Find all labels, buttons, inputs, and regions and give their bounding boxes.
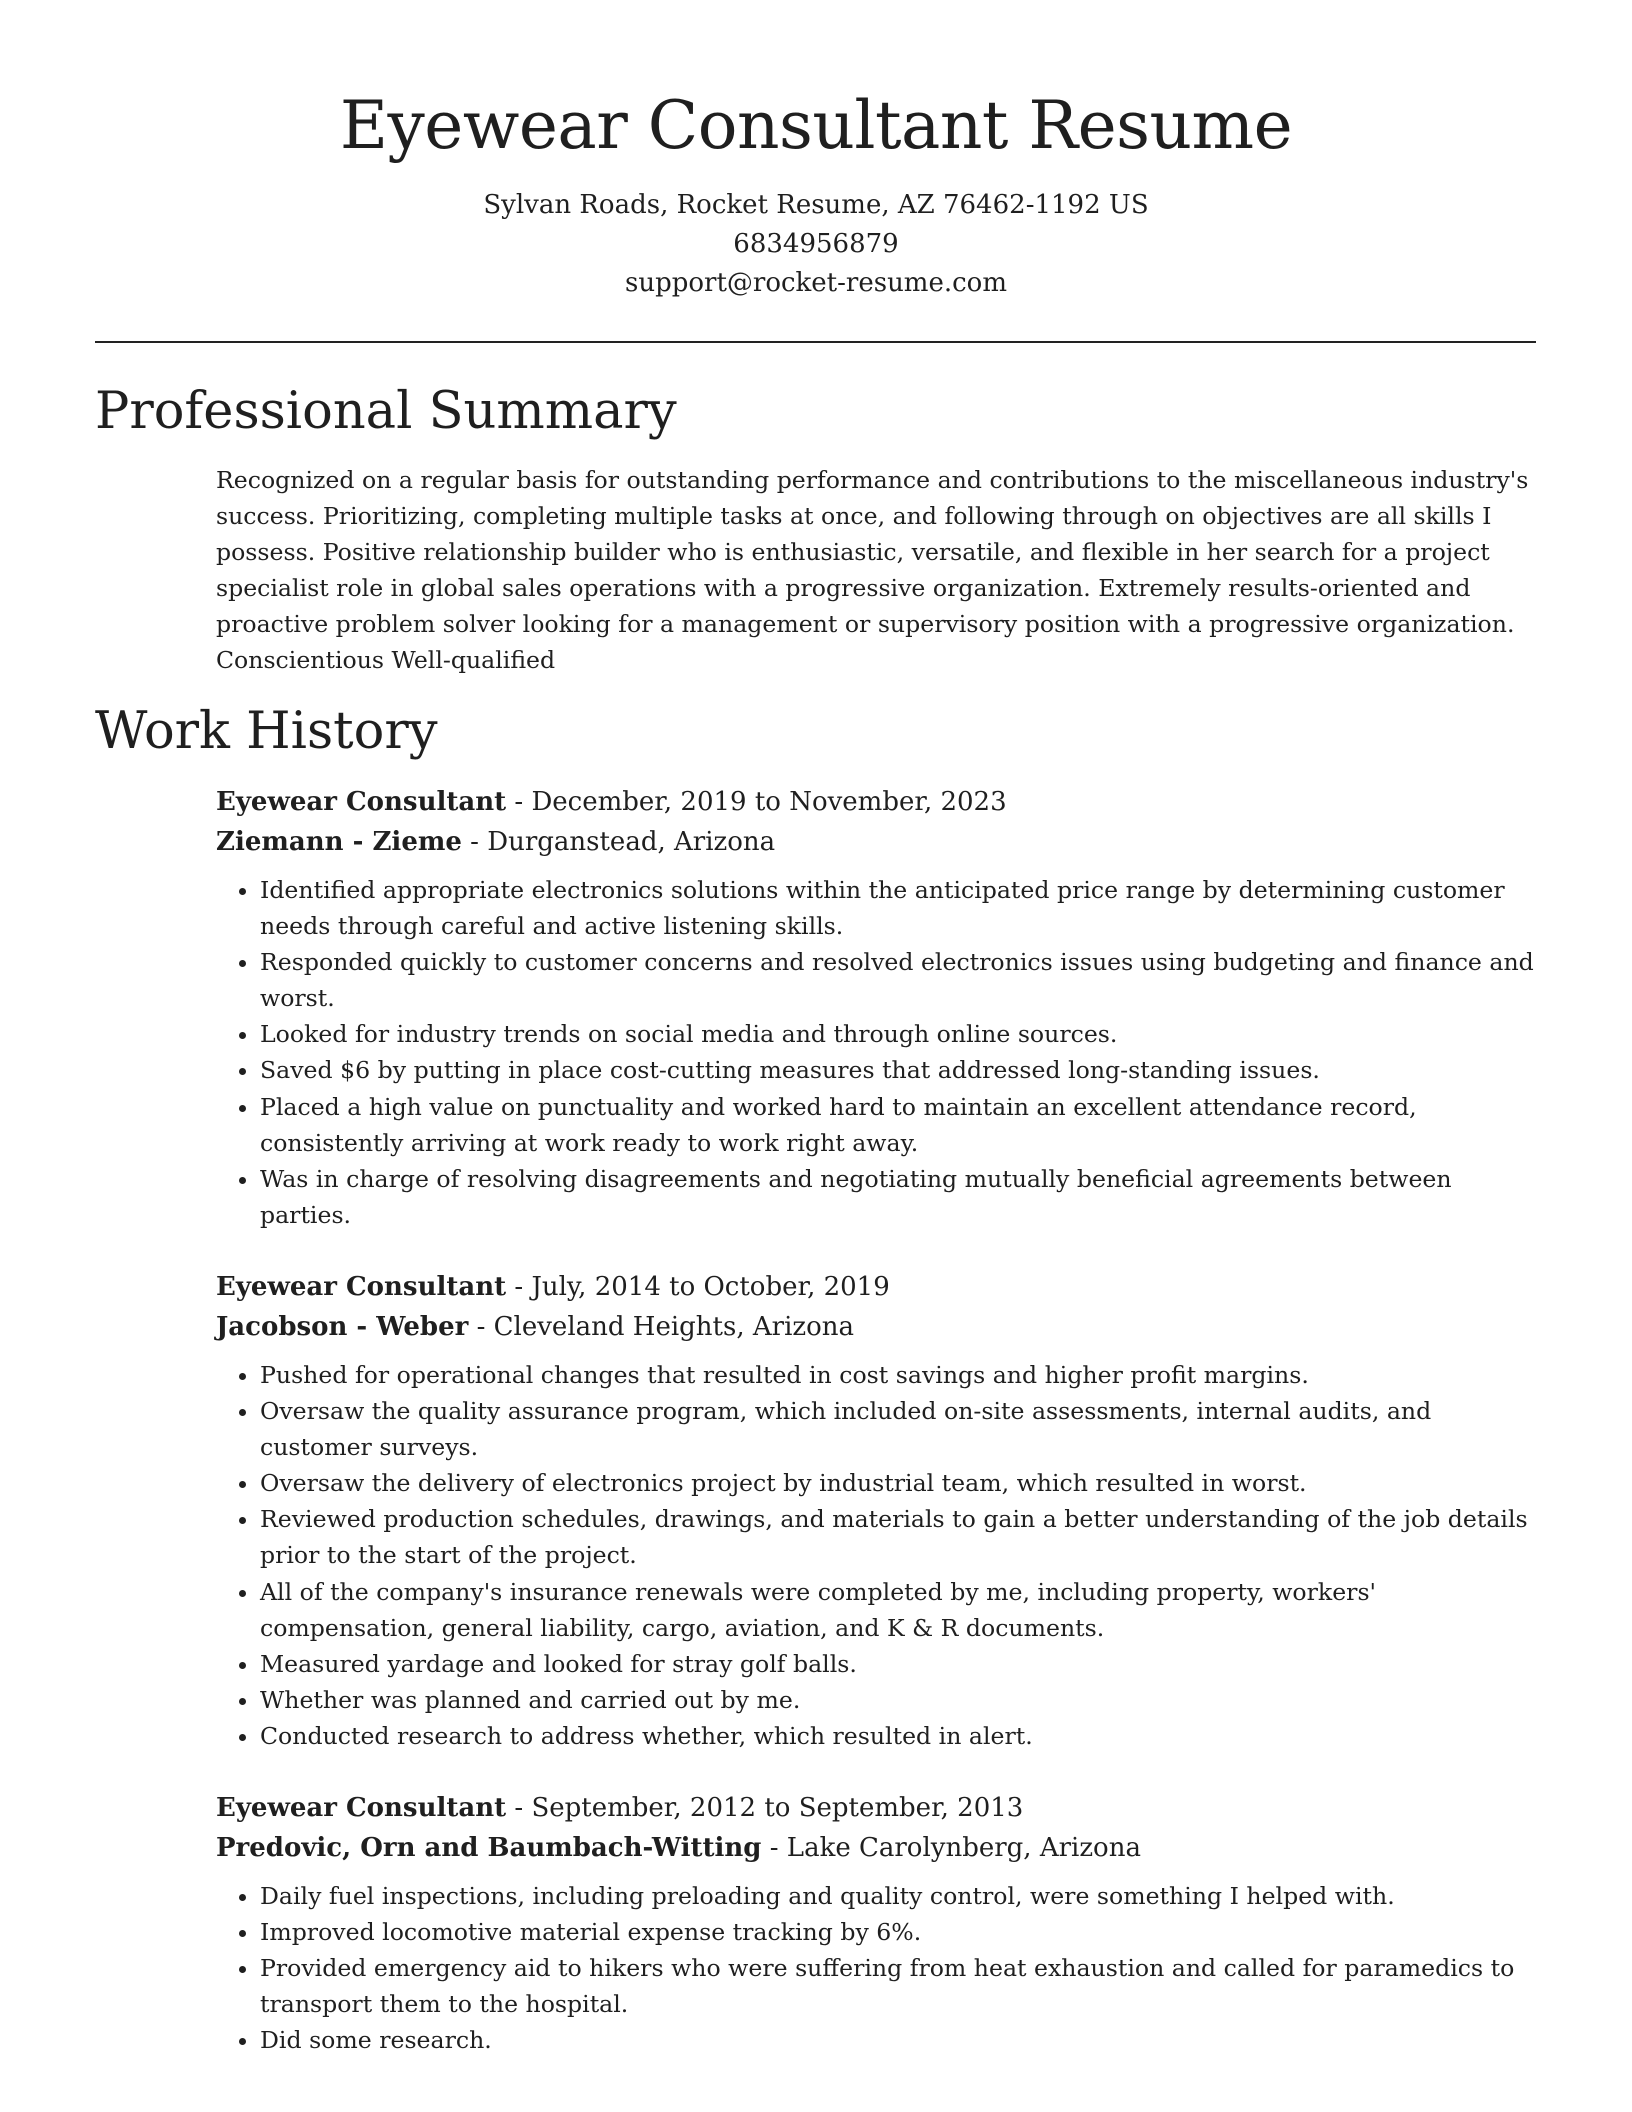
job-dates: - December, 2019 to November, 2023 [506, 787, 1007, 817]
job-bullet: • Reviewed production schedules, drawings, and materials to gain a better understanding of the job details prior to the start of the project. [260, 1501, 1536, 1573]
contact-block [0, 186, 1632, 303]
job-company-line [216, 822, 1536, 862]
contact-email: support@rocket-resume.com [624, 268, 1007, 298]
job-bullet: • All of the company's insurance renewals were completed by me, including property, workers' compensation, general liability, cargo, aviation, and K & R documents. [260, 1574, 1536, 1646]
summary-text: Recognized on a regular basis for outstanding performance and contributions to the miscellaneous industry's success. Prioritizing, completing multiple tasks at once, and following through on objectives are all skills I possess. Positive relationship builder who is enthusiastic, versatile, and flexible in her search for a project specialist role in global sales operations with a progressive organization. Extremely results-oriented and proactive problem solver looking for a management or supervisory position with a progressive organization. Conscientious Well-qualified [216, 466, 1529, 675]
job-bullet: • Placed a high value on punctuality and worked hard to maintain an excellent attendance record, consistently arriving at work ready to work right away. [260, 1089, 1536, 1161]
job-bullet: • Looked for industry trends on social media and through online sources. [260, 1016, 1536, 1052]
work-history-heading: Work History [95, 702, 438, 761]
job-title: Eyewear Consultant [216, 1271, 507, 1302]
contact-phone: 6834956879 [733, 229, 899, 259]
job-company: Predovic, Orn and Baumbach-Witting [216, 1832, 762, 1863]
work-history-list [216, 782, 1536, 2092]
summary-heading: Professional Summary [95, 382, 677, 441]
job-bullet: • Did some research. [260, 2022, 1536, 2058]
job-bullet: • Pushed for operational changes that resulted in cost savings and higher profit margins. [260, 1357, 1536, 1393]
job-title-line [216, 1788, 1536, 1828]
job-bullets [216, 1357, 1536, 1754]
job-bullet: • Saved $6 by putting in place cost-cutting measures that addressed long-standing issues. [260, 1052, 1536, 1088]
job-bullet: • Measured yardage and looked for stray golf balls. [260, 1646, 1536, 1682]
job-location: - Cleveland Heights, Arizona [468, 1311, 854, 1342]
job-bullet: • Was in charge of resolving disagreements and negotiating mutually beneficial agreements between parties. [260, 1161, 1536, 1233]
contact-address: Sylvan Roads, Rocket Resume, AZ 76462-1192 US [483, 190, 1149, 220]
job-bullet: • Conducted research to address whether, which resulted in alert. [260, 1718, 1536, 1754]
job-bullet: • Responded quickly to customer concerns and resolved electronics issues using budgeting and finance and worst. [260, 944, 1536, 1016]
job-dates: - July, 2014 to October, 2019 [506, 1271, 890, 1302]
resume-header [0, 0, 1632, 303]
job-bullet: • Oversaw the quality assurance program, which included on-site assessments, internal audits, and customer surveys. [260, 1393, 1536, 1465]
job-title: Eyewear Consultant [216, 787, 507, 817]
job-company: Jacobson - Weber [216, 1311, 469, 1342]
job-location: - Durganstead, Arizona [461, 827, 776, 857]
job-bullets [216, 872, 1536, 1233]
job-bullet: • Daily fuel inspections, including preloading and quality control, were something I helped with. [260, 1878, 1536, 1914]
job-title-line [216, 782, 1536, 822]
job-bullet: • Improved locomotive material expense tracking by 6%. [260, 1914, 1536, 1950]
job-entry [216, 782, 1536, 1233]
job-bullets [216, 1878, 1536, 2058]
job-bullet: • Provided emergency aid to hikers who were suffering from heat exhaustion and called for paramedics to transport them to the hospital. [260, 1950, 1536, 2022]
job-bullet: • Whether was planned and carried out by me. [260, 1682, 1536, 1718]
job-dates: - September, 2012 to September, 2013 [506, 1792, 1024, 1823]
job-location: - Lake Carolynberg, Arizona [761, 1832, 1141, 1863]
job-bullet: • Oversaw the delivery of electronics project by industrial team, which resulted in worst. [260, 1465, 1536, 1501]
job-title-line [216, 1267, 1536, 1307]
header-divider [95, 341, 1536, 343]
job-entry [216, 1267, 1536, 1754]
job-bullet: • Identified appropriate electronics solutions within the anticipated price range by determining customer needs through careful and active listening skills. [260, 872, 1536, 944]
job-title: Eyewear Consultant [216, 1792, 507, 1823]
resume-title: Eyewear Consultant Resume [339, 87, 1293, 164]
job-entry [216, 1788, 1536, 2058]
job-company-line [216, 1307, 1536, 1347]
job-company-line [216, 1828, 1536, 1868]
job-company: Ziemann - Zieme [216, 827, 462, 857]
